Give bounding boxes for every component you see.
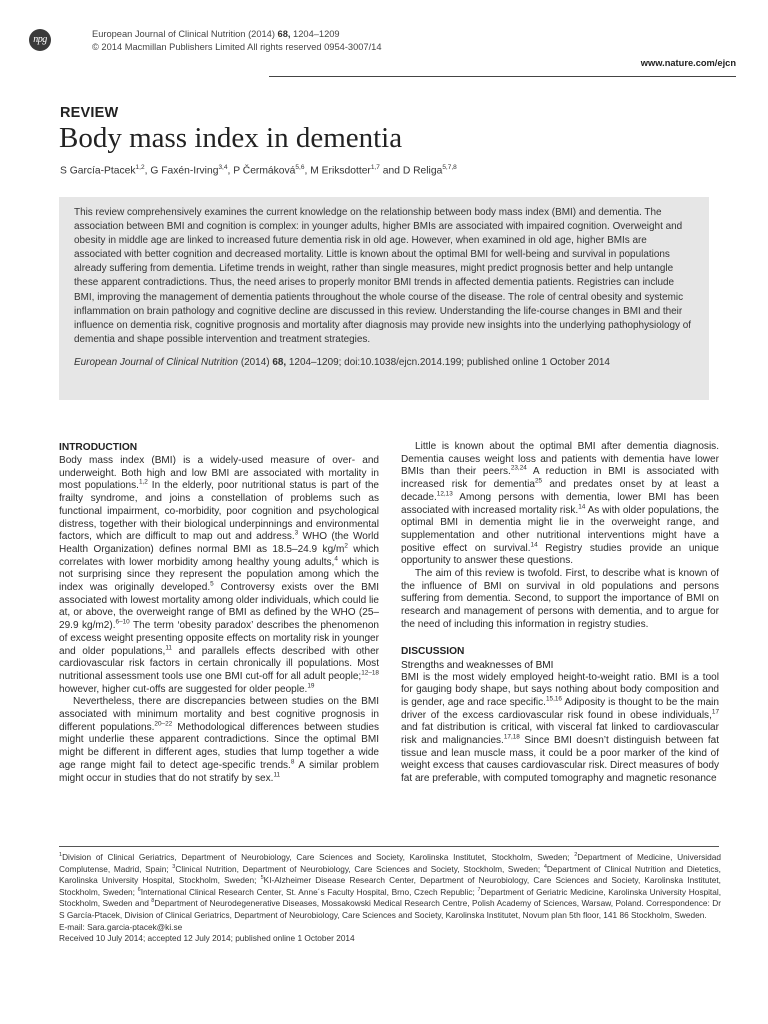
subsection-heading: Strengths and weaknesses of BMI xyxy=(401,659,554,671)
article-section-label: REVIEW xyxy=(60,105,119,121)
citation-reference[interactable]: 3 xyxy=(172,863,176,870)
citation-reference[interactable]: 1,2 xyxy=(138,479,148,487)
author-affiliation-marker: 5,7,8 xyxy=(442,164,457,171)
citation-reference[interactable]: 14 xyxy=(530,541,538,549)
body-paragraph: Little is known about the optimal BMI after dementia diagnosis. Dementia causes weight loss and patients with dementia have lower BMIs than their peers.$^{23,24}$ A reduction in BMI is associated with increased risk for dementia$^{25}$ and predates onset by at least a decade.$^{12,13}$ Among persons with dementia, lower BMI has been associated with increased mortality risk.$^{14}$ As with older populations, the optimal BMI in dementia might lie in the overweight range, and supplementation and other nutritional interventions might have a positive effect on survival.$^{14}$ Registry studies provide an unique opportunity to answer these questions. xyxy=(401,441,719,567)
author-name[interactable]: P Čermáková xyxy=(233,165,296,177)
abstract-text: This review comprehensively examines the current knowledge on the relationship between body mass index (BMI) and dementia. The association between BMI and cognition is complex: in younger adults, higher BMIs are associated with impaired cognition. Overweight and obesity in middle age are linked to increased future dementia risk in old age. However, when examined in old age, higher BMIs are associated with better cognition and decreased mortality. Little is known about the optimal BMI for well-being and survival in populations already suffering from dementia. Lifetime trends in weight, rather than single measures, might predict prognosis better and help untangle these apparent contradictions. Thus, the need arises to properly monitor BMI trends in affected dementia patients. Registries can include BMI, improving the management of dementia patients throughout the whole course of the disease. The role of central obesity and systemic inflammation on brain pathology and cognitive decline are discussed in this review. Understanding the life-course changes in BMI and their influence on dementia risk, cognitive prognosis and mortality after diagnosis may provide new insights into the underlying pathophysiology of dementia and shape possible intervention and treatment strategies. xyxy=(74,207,692,345)
citation-reference[interactable]: 11 xyxy=(165,644,172,652)
journal-name-line: European Journal of Clinical Nutrition (2014) 68, 1204–1209 xyxy=(92,29,340,39)
citation-reference[interactable]: 5 xyxy=(210,580,214,588)
abstract-citation: European Journal of Clinical Nutrition (2014) 68, 1204–1209; doi:10.1038/ejcn.2014.199; published online 1 October 2014 xyxy=(74,356,610,368)
citation-reference[interactable]: 20–22 xyxy=(154,720,173,728)
author-name[interactable]: S García-Ptacek xyxy=(60,165,136,177)
author-affiliation-marker: 1,2 xyxy=(135,164,145,171)
citation-reference[interactable]: 1 xyxy=(59,852,63,859)
citation-reference[interactable]: 5 xyxy=(260,875,264,882)
header-divider xyxy=(269,76,736,77)
citation-reference[interactable]: 23,24 xyxy=(510,465,527,473)
citation-reference[interactable]: 7 xyxy=(477,887,481,894)
citation-reference[interactable]: 15,16 xyxy=(545,695,562,703)
citation-reference[interactable]: 19 xyxy=(307,682,315,690)
body-paragraph: BMI is the most widely employed height-to-weight ratio. BMI is a tool for gauging body shape, but says nothing about body composition and is gender, age and race specific.$^{15,16}$ Adiposity is thought to be the main driver of the excess cardiovascular risk found in obese individuals,$^{17}$ and fat distribution is critical, with visceral fat linked to cardiovascular risk and malignancies.$^{17,18}$ Since BMI doesn’t distinguish between fat tissue and lean muscle mass, it could be a poor marker of the kind of weight excess that causes cardiovascular risk. Direct measures of body fat are preferable, with computed tomography and magnetic resonance xyxy=(401,671,719,785)
body-paragraph: The aim of this review is twofold. First, to describe what is known of the influence of BMI on survival in old populations and persons suffering from dementia. Second, to support the importance of BMI on research and management of persons with dementia, and to argue for the need of including this information in registry studies. xyxy=(401,568,719,630)
author-affiliation-marker: 3,4 xyxy=(218,164,228,171)
paragraph-gap xyxy=(401,632,719,645)
citation-reference[interactable]: 3 xyxy=(294,529,299,537)
right-column xyxy=(401,441,719,786)
citation-reference[interactable]: 8 xyxy=(151,898,155,905)
author-name[interactable]: G Faxén-Irving xyxy=(150,165,219,177)
citation-reference[interactable]: 11 xyxy=(273,771,281,779)
abstract-box xyxy=(59,197,709,400)
citation-reference[interactable]: 2 xyxy=(344,542,348,550)
citation-reference[interactable]: 25 xyxy=(534,477,543,485)
copyright-line: © 2014 Macmillan Publishers Limited All rights reserved 0954-3007/14 xyxy=(92,42,382,52)
citation-reference[interactable]: 6 xyxy=(137,887,141,894)
left-column xyxy=(59,441,379,785)
citation-reference[interactable]: 12,13 xyxy=(436,490,453,498)
section-heading-introduction: INTRODUCTION xyxy=(59,442,138,453)
footnote-divider xyxy=(59,846,719,847)
correspondence-email: E-mail: Sara.garcia-ptacek@ki.se xyxy=(59,921,183,932)
npg-logo: npg xyxy=(29,29,51,51)
author-name[interactable]: M Eriksdotter xyxy=(310,165,371,177)
author-list: S García-Ptacek$^{1,2}$, G Faxén-Irving$^{3,4}$, P Čermáková$^{5,6}$, M Eriksdotter$^{1,7}$ and D Religa$^{5,7,8}$ xyxy=(60,164,457,177)
footnotes xyxy=(59,852,721,945)
citation-reference[interactable]: 12–18 xyxy=(361,669,379,677)
journal-url-link[interactable]: www.nature.com/ejcn xyxy=(640,58,736,68)
body-paragraph: Body mass index (BMI) is a widely-used measure of over- and underweight. Both high and low BMI are associated with mortality in most populations.$^{1,2}$ In the elderly, poor nutritional status is part of the frailty syndrome, and joins a constellation of problems such as functional impairment, co-morbidity, poor cognition and psychological distress, together with their biological underpinnings and environmental factors, which are difficult to map out and address.$^3$ WHO (the World Health Organization) defines normal BMI as 18.5–24.9 $kg/m^2$ which correlates with lower morbidity among healthy young adults,$^4$ which is not surprising since they represent the population among which the index was originally developed.$^5$ Controversy exists over the BMI associated with lowest mortality among older individuals, which could lie at, or above, the overweight range of BMI as defined by the WHO (25–29.9 kg/m2).$^{6-10}$ The term ‘obesity paradox’ describes the phenomenon of excess weight presenting opposite effects on mortality risk in younger and older populations,$^{11}$ and parallels effects described with other cardiovascular risk factors in certain chronically ill populations. Most nutritional assessment tools use one BMI cut-off for all adult people;$^{12-18}$ however, higher cut-offs are suggested for older people.$^{19}$ xyxy=(59,455,380,695)
citation-reference[interactable]: 4 xyxy=(334,555,338,563)
citation-reference[interactable]: 17 xyxy=(711,708,719,716)
section-heading-discussion: DISCUSSION xyxy=(401,645,465,657)
author-affiliation-marker: 5,6 xyxy=(295,164,305,171)
citation-reference[interactable]: 4 xyxy=(543,863,547,870)
author-affiliation-marker: 1,7 xyxy=(370,164,380,171)
author-name[interactable]: D Religa xyxy=(402,165,443,177)
article-title: Body mass index in dementia xyxy=(59,122,403,154)
citation-reference[interactable]: 6–10 xyxy=(115,618,130,626)
body-paragraph: Nevertheless, there are discrepancies between studies on the BMI associated with minimum mortality and best cognitive prognosis in different populations.$^{20-22}$ Methodological differences between studies might underlie these apparent contradictions. Since the optimal BMI might be different in different ages, studies that lump together a wide age range might fail to detect age-specific trends.$^8$ A similar problem might occur in studies that do not stratify by sex.$^{11}$ xyxy=(59,696,379,784)
citation-reference[interactable]: 17,18 xyxy=(503,733,520,741)
citation-reference[interactable]: 8 xyxy=(290,758,295,766)
affiliations: $^1$Division of Clinical Geriatrics, Department of Neurobiology, Care Sciences and Society, Karolinska Institutet, Stockholm, Sweden; $^2$Department of Medicine, Universidad Complutense, Madrid, Spain; $^3$Clinical Nutrition, Department of Neurobiology, Care Sciences and Society, Stockholm, Sweden; $^4$Department of Clinical Nutrition and Dietetics, Karolinska University Hospital, Stockholm, Sweden; $^5$KI-Alzheimer Disease Research Center, Department of Neurobiology, Care Sciences and Society, Karolinska Institutet, Stockholm, Sweden; $^6$International Clinical Research Center, St. Anne´s Faculty Hospital, Brno, Czech Republic; $^7$Department of Geriatric Medicine, Karolinska University Hospital, Stockholm, Sweden and $^8$Department of Neurodegenerative Diseases, Mossakowski Medical Research Centre, Polish Academy of Sciences, Warsaw, Poland. Correspondence: Dr S García-Ptacek, Division of Clinical Geriatrics, Department of Neurobiology, Care Sciences and Society, Karolinska Institutet, Novum plan 5th floor, 141 86 Stockholm, Sweden. xyxy=(59,852,721,920)
citation-reference[interactable]: 14 xyxy=(578,503,586,511)
citation-reference[interactable]: 2 xyxy=(574,852,578,859)
received-dates: Received 10 July 2014; accepted 12 July 2014; published online 1 October 2014 xyxy=(59,933,355,944)
journal-citation-header xyxy=(92,28,382,54)
